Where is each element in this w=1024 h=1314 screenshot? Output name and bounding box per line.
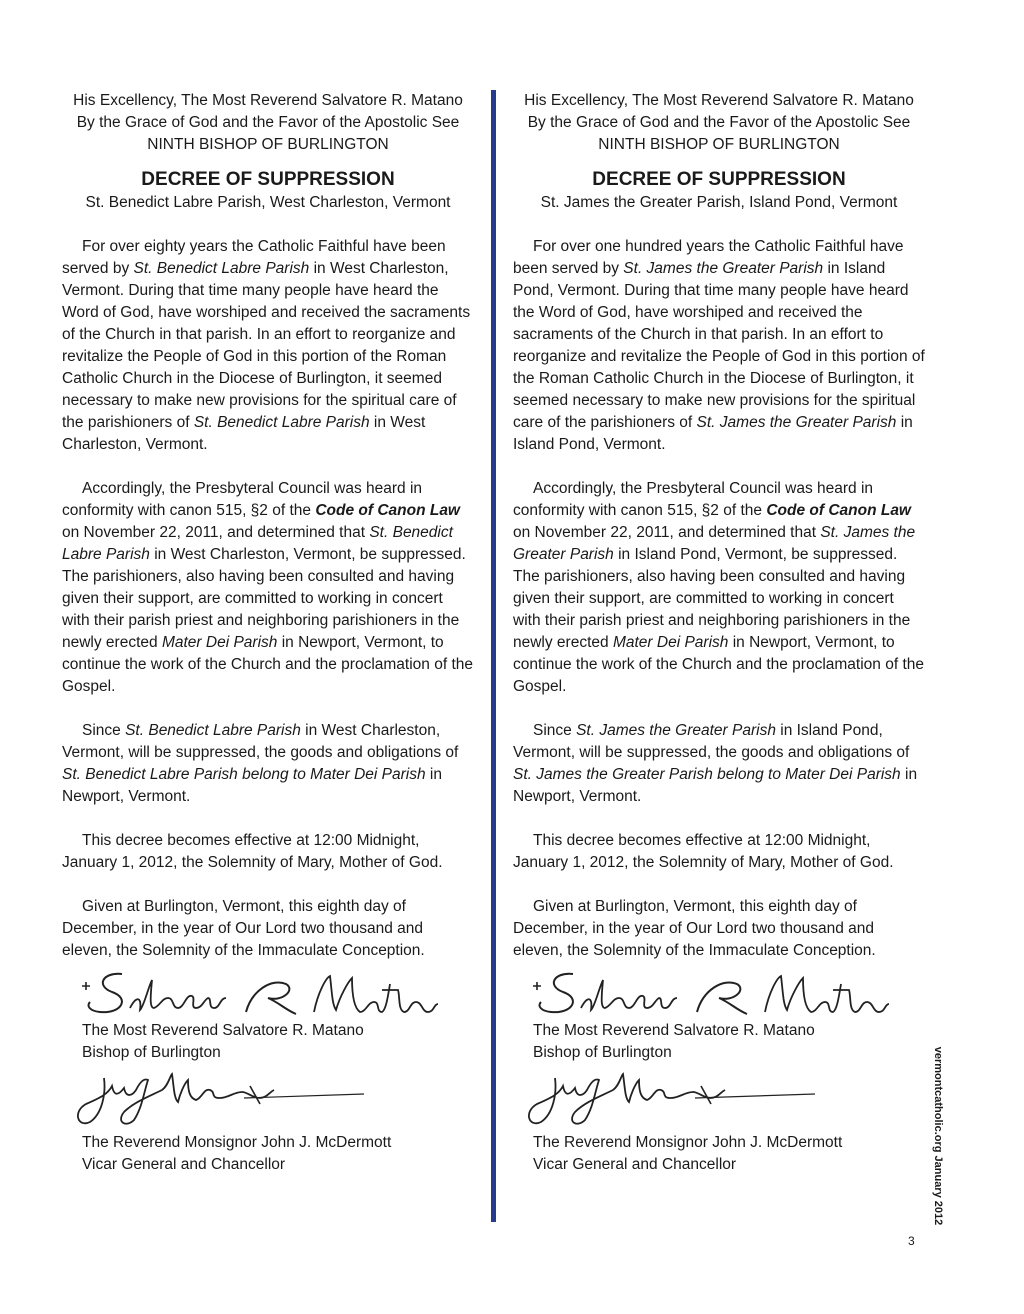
bishop-signature-block (82, 968, 474, 1176)
text-run: St. Benedict Labre Parish (62, 524, 453, 563)
bishop-signature-image (533, 968, 893, 1020)
text-run: in West Charleston, Vermont. (62, 414, 426, 453)
bishop-name: The Most Reverend Salvatore R. Matano (82, 1022, 364, 1039)
vicar-title: Vicar General and Chancellor (82, 1156, 286, 1173)
text-run: in Island Pond, Vermont. (513, 414, 913, 453)
text-run: For over one hundred years the Catholic Faithful have been served by (513, 238, 904, 277)
bishop-title: Bishop of Burlington (82, 1044, 221, 1061)
vicar-title: Vicar General and Chancellor (533, 1156, 737, 1173)
text-run: in Island Pond, Vermont. During that time many people have heard the Word of God, have worshiped and received the sacraments of the Church in that parish. In an effort to reorganize and revitalize the People of God in this portion of the Roman Catholic Church in the Diocese of Burlington, it seemed necessary to make new provisions for the spiritual care of the parishioners of (513, 260, 925, 431)
vicar-name: The Reverend Monsignor John J. McDermott (82, 1134, 392, 1151)
publication-footer: vermontcatholic.org January 2012 (932, 1046, 944, 1226)
ninth-bishop-line: NINTH BISHOP OF BURLINGTON (147, 136, 389, 153)
paragraph-effective: This decree becomes effective at 12:00 Midnight, January 1, 2012, the Solemnity of Mary, Mother of God. (62, 832, 443, 871)
paragraph-history (62, 236, 474, 456)
text-run: St. James the Greater Parish (576, 722, 776, 739)
vicar-signature-image (525, 1068, 825, 1132)
text-run: in West Charleston, Vermont, will be suppressed, the goods and obligations of (62, 722, 459, 761)
vicar-signature-image (74, 1068, 374, 1132)
page-number: 3 (908, 1234, 915, 1248)
decree-column-left (62, 90, 474, 1176)
text-run: in Island Pond, Vermont, will be suppressed, the goods and obligations of (513, 722, 910, 761)
bishop-name: The Most Reverend Salvatore R. Matano (533, 1022, 815, 1039)
text-run: in West Charleston, Vermont, be suppressed. The parishioners, also having been consulted and having given their support, are committed to working in concert with their parish priest and neighboring parishioners in the newly erected (62, 546, 466, 651)
text-run: St. Benedict Labre Parish belong to Mater Dei Parish (62, 766, 426, 783)
paragraph-given: Given at Burlington, Vermont, this eighth day of December, in the year of Our Lord two thousand and eleven, the Solemnity of the Immaculate Conception. (62, 898, 425, 959)
text-run: Accordingly, the Presbyteral Council was heard in conformity with canon 515, §2 of the (513, 480, 874, 519)
grace-line: By the Grace of God and the Favor of the Apostolic See (76, 114, 460, 131)
text-run: on November 22, 2011, and determined that (62, 524, 370, 541)
paragraph-council (62, 478, 474, 698)
text-run: St. Benedict Labre Parish (125, 722, 301, 739)
text-run: St. Benedict Labre Parish (133, 260, 310, 277)
paragraph-goods (513, 720, 925, 808)
paragraph-given: Given at Burlington, Vermont, this eighth day of December, in the year of Our Lord two thousand and eleven, the Solemnity of the Immaculate Conception. (513, 898, 876, 959)
text-run: St. James the Greater Parish (696, 414, 897, 431)
decree-subtitle: St. James the Greater Parish, Island Pond, Vermont (540, 194, 898, 211)
column-divider (491, 90, 496, 1222)
bishop-name-line: His Excellency, The Most Reverend Salvatore R. Matano (524, 92, 914, 109)
text-run: in Newport, Vermont, to continue the work of the Church and the proclamation of the Gospel. (513, 634, 924, 695)
text-run: in Newport, Vermont, to continue the work of the Church and the proclamation of the Gospel. (62, 634, 473, 695)
text-run: Code of Canon Law (315, 502, 460, 519)
text-run: in Island Pond, Vermont, be suppressed. The parishioners, also having been consulted and having given their support, are committed to working in concert with their parish priest and neighboring parishioners in the newly erected (513, 546, 911, 651)
decree-title: DECREE OF SUPPRESSION (592, 169, 846, 190)
text-run: on November 22, 2011, and determined that (513, 524, 821, 541)
text-run: Mater Dei Parish (612, 634, 729, 651)
text-run: Accordingly, the Presbyteral Council was heard in conformity with canon 515, §2 of the (62, 480, 423, 519)
decree-title: DECREE OF SUPPRESSION (141, 169, 395, 190)
text-run: Mater Dei Parish (161, 634, 278, 651)
grace-line: By the Grace of God and the Favor of the Apostolic See (527, 114, 911, 131)
text-run: St. James the Greater Parish belong to Mater Dei Parish (513, 766, 901, 783)
text-run: St. James the Greater Parish (513, 524, 916, 563)
bishop-title: Bishop of Burlington (533, 1044, 672, 1061)
paragraph-council (513, 478, 925, 698)
paragraph-history (513, 236, 925, 456)
vicar-name: The Reverend Monsignor John J. McDermott (533, 1134, 843, 1151)
decree-subtitle: St. Benedict Labre Parish, West Charleston, Vermont (85, 194, 451, 211)
text-run: Since (533, 722, 577, 739)
text-run: Code of Canon Law (766, 502, 911, 519)
text-run: For over eighty years the Catholic Faithful have been served by (62, 238, 446, 277)
decree-column-right (513, 90, 925, 1176)
ninth-bishop-line: NINTH BISHOP OF BURLINGTON (598, 136, 840, 153)
text-run: in Newport, Vermont. (513, 766, 918, 805)
bishop-signature-image (82, 968, 442, 1020)
text-run: in West Charleston, Vermont. During that time many people have heard the Word of God, have worshiped and received the sacraments of the Church in that parish. In an effort to reorganize and revitalize the People of God in this portion of the Roman Catholic Church in the Diocese of Burlington, it seemed necessary to make new provisions for the spiritual care of the parishioners of (62, 260, 471, 431)
paragraph-effective: This decree becomes effective at 12:00 Midnight, January 1, 2012, the Solemnity of Mary, Mother of God. (513, 832, 894, 871)
text-run: St. James the Greater Parish (623, 260, 824, 277)
bishop-name-line: His Excellency, The Most Reverend Salvatore R. Matano (73, 92, 463, 109)
bishop-signature-block (533, 968, 925, 1176)
text-run: Since (82, 722, 126, 739)
text-run: in Newport, Vermont. (62, 766, 442, 805)
paragraph-goods (62, 720, 474, 808)
text-run: St. Benedict Labre Parish (193, 414, 370, 431)
